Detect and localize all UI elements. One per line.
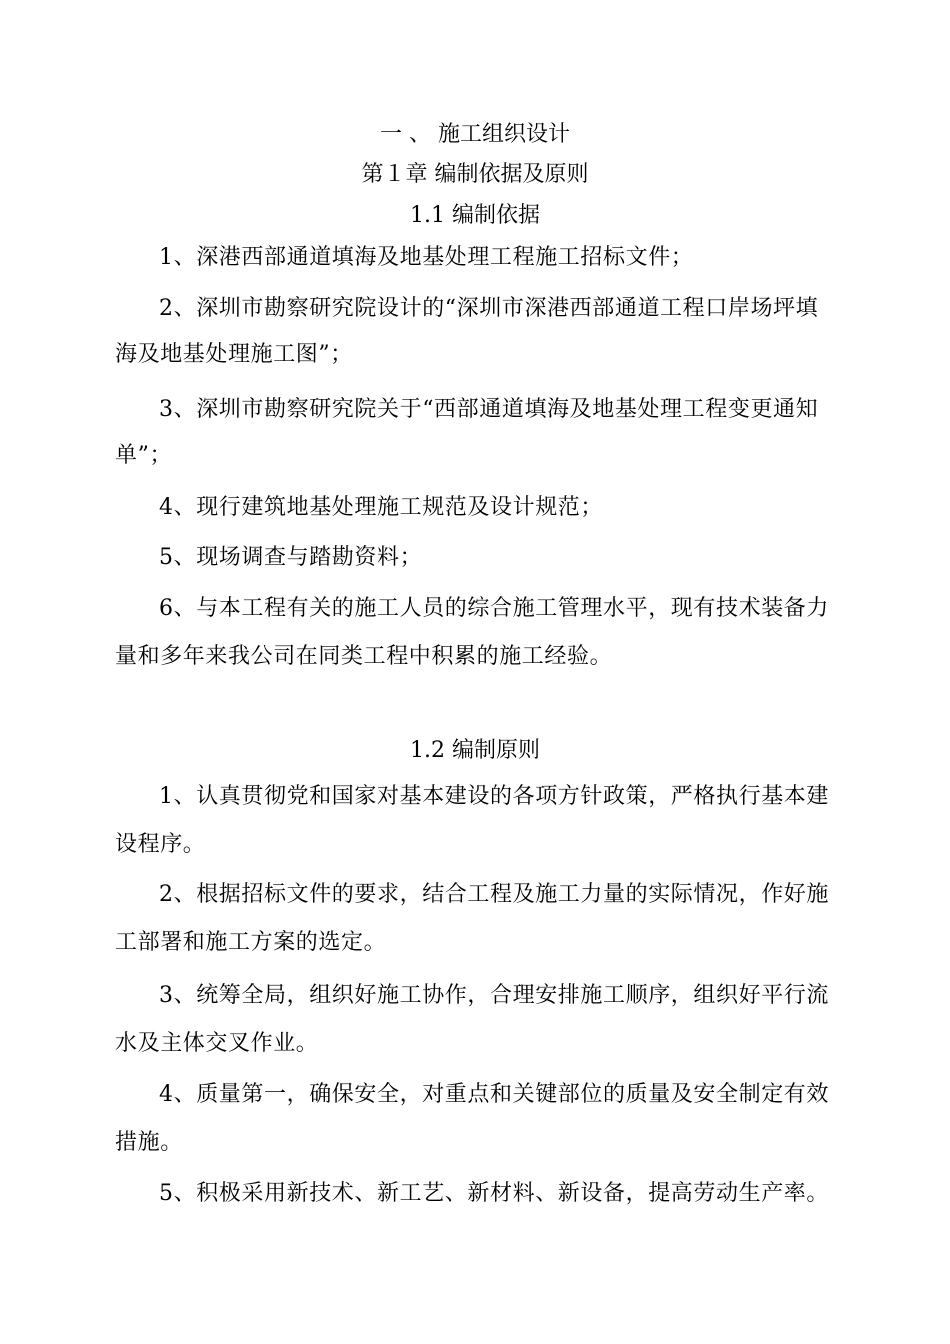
- paragraph-line: 4、现行建筑地基处理施工规范及设计规范；: [159, 495, 603, 520]
- paragraph-line: 措施。: [115, 1130, 183, 1155]
- paragraph-line: 5、现场调查与踏勘资料；: [159, 545, 423, 570]
- paragraph-line: 3、统筹全局，组织好施工协作，合理安排施工顺序，组织好平行流: [159, 983, 829, 1008]
- paragraph-line: 量和多年来我公司在同类工程中积累的施工经验。: [115, 644, 613, 669]
- paragraph-line: 2、根据招标文件的要求，结合工程及施工力量的实际情况，作好施: [159, 882, 829, 907]
- document-title: 一 、 施工组织设计: [380, 122, 570, 147]
- paragraph-line: 单”；: [115, 443, 173, 468]
- paragraph-line: 工部署和施工方案的选定。: [115, 930, 387, 955]
- paragraph-line: 5、积极采用新技术、新工艺、新材料、新设备，提高劳动生产率。: [159, 1181, 829, 1206]
- paragraph-line: 2、深圳市勘察研究院设计的“深圳市深港西部通道工程口岸场坪填: [159, 296, 819, 321]
- section-heading-1-2: 1.2 编制原则: [410, 738, 540, 763]
- section-heading-1-1: 1.1 编制依据: [410, 203, 540, 228]
- paragraph-line: 1、深港西部通道填海及地基处理工程施工招标文件；: [159, 245, 694, 270]
- paragraph-line: 1、认真贯彻党和国家对基本建设的各项方针政策，严格执行基本建: [159, 784, 829, 809]
- chapter-heading: 第１章 编制依据及原则: [361, 162, 589, 187]
- paragraph-line: 4、质量第一，确保安全，对重点和关键部位的质量及安全制定有效: [159, 1082, 829, 1107]
- paragraph-line: 3、深圳市勘察研究院关于“西部通道填海及地基处理工程变更通知: [159, 397, 819, 422]
- paragraph-line: 水及主体交叉作业。: [115, 1031, 319, 1056]
- paragraph-line: 海及地基处理施工图”；: [115, 342, 353, 367]
- paragraph-line: 设程序。: [115, 832, 206, 857]
- paragraph-line: 6、与本工程有关的施工人员的综合施工管理水平，现有技术装备力: [159, 596, 829, 621]
